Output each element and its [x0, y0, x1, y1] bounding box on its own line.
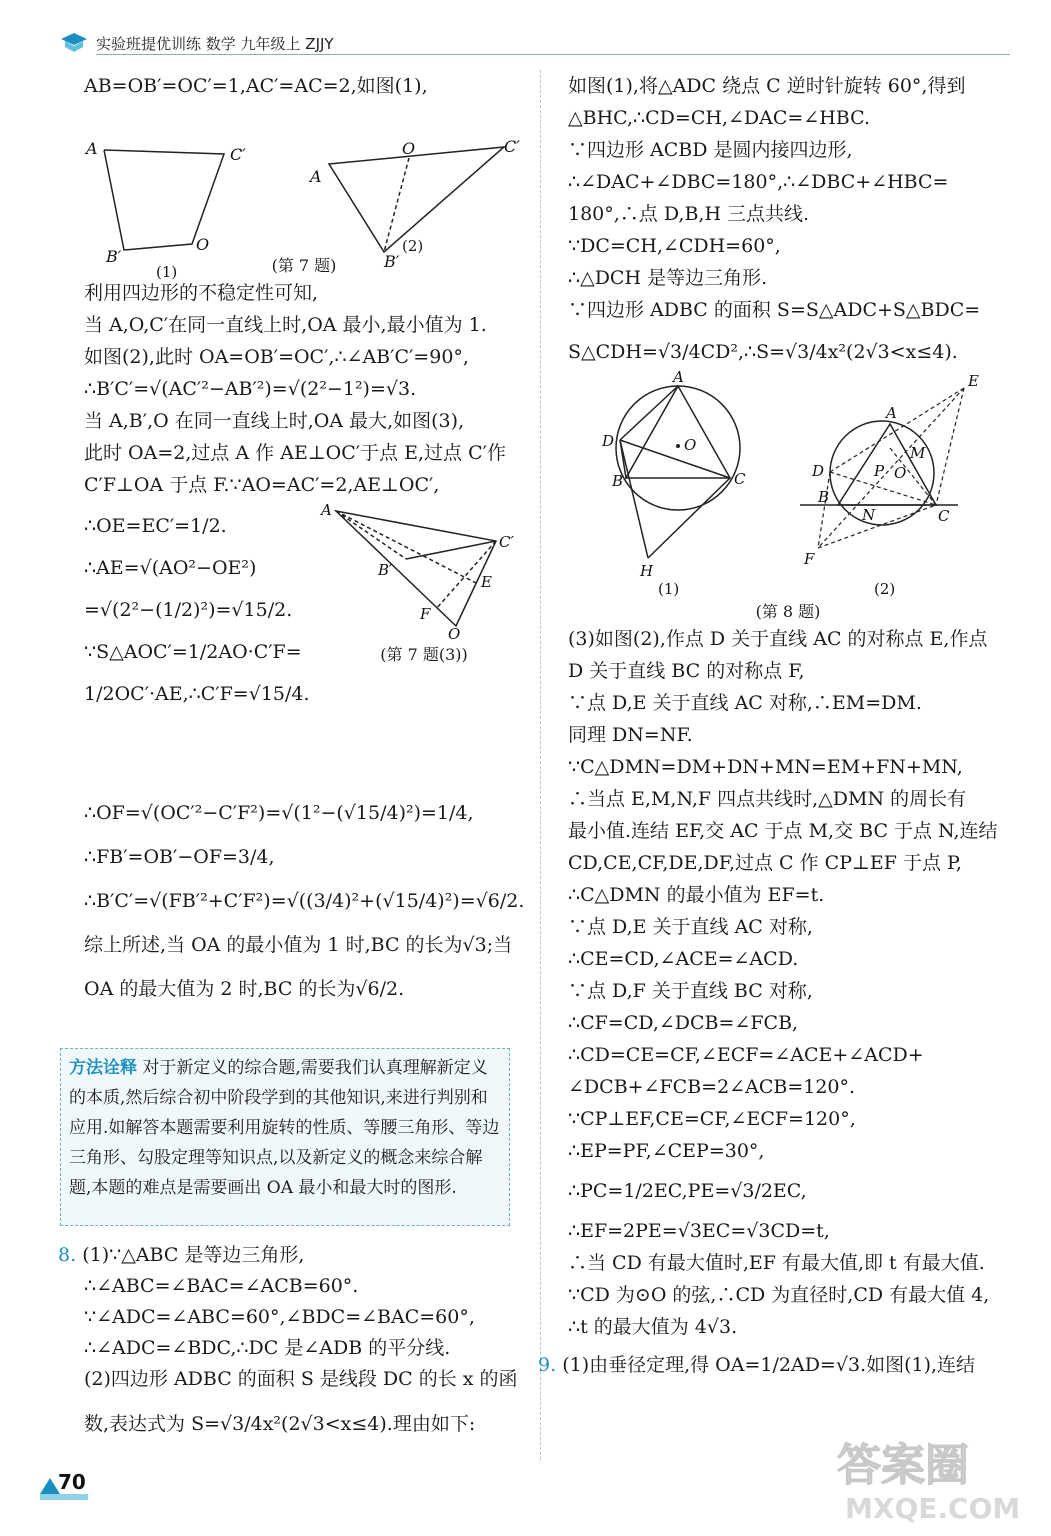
text-line: ∴AE=√(AO²−OE²): [84, 557, 257, 579]
text-line: ∵四边形 ADBC 的面积 S=S△ADC+S△BDC=: [568, 299, 981, 321]
text-line: 数,表达式为 S=√3/4x²(2√3<x≤4).理由如下:: [84, 1413, 476, 1435]
text-line: [58, 1240, 524, 1271]
text-line: △BHC,∴CD=CH,∠DAC=∠HBC.: [568, 107, 871, 129]
question-number: 8.: [58, 1244, 77, 1266]
label-F8: F: [804, 550, 815, 568]
label-B3: B′: [378, 561, 393, 579]
text-line: (2)四边形 ADBC 的面积 S 是线段 DC 的长 x 的函: [84, 1368, 518, 1390]
label-B2: B′: [384, 252, 400, 271]
label-C3: C′: [499, 533, 514, 551]
text-line: =√(2²−(1/2)²)=√15/2.: [84, 599, 293, 621]
text-line: ∴EF=2PE=√3EC=√3CD=t,: [568, 1220, 830, 1242]
text-line: ∵C△DMN=DM+DN+MN=EM+FN+MN,: [568, 756, 963, 778]
text-line: 此时 OA=2,过点 A 作 AE⊥OC′于点 E,过点 C′作: [84, 442, 506, 464]
label-E8: E: [968, 372, 979, 390]
text-line: ∴CF=CD,∠DCB=∠FCB,: [568, 1012, 799, 1034]
sub-caption-2: (2): [402, 237, 424, 255]
header-rule: [96, 54, 1010, 55]
text-line: 180°,∴点 D,B,H 三点共线.: [568, 203, 810, 225]
left-column: [84, 70, 524, 1011]
book-title: 实验班提优训练 数学 九年级上 ZJJY: [96, 35, 334, 53]
text-line: D 关于直线 BC 的对称点 F,: [568, 660, 805, 682]
label-A2: A: [310, 167, 322, 186]
method-tag: 方法诠释: [69, 1058, 137, 1078]
text-line: ∠DCB+∠FCB=2∠ACB=120°.: [568, 1076, 856, 1098]
text-line: ∴∠DAC+∠DBC=180°,∴∠DBC+∠HBC=: [568, 171, 949, 193]
label-C2: C′: [504, 137, 520, 156]
text-line: 如图(2),此时 OA=OB′=OC′,∴∠AB′C′=90°,: [84, 346, 469, 368]
text-line: ∴C△DMN 的最小值为 EF=t.: [568, 884, 825, 906]
question-8-left: [58, 1240, 524, 1440]
label-B8: B: [612, 472, 624, 490]
label-C: C′: [230, 145, 246, 164]
figure-8-diagram: [568, 368, 1008, 598]
column-divider: [540, 70, 541, 1460]
text-line: AB=OB′=OC′=1,AC′=AC=2,如图(1),: [84, 75, 428, 97]
text-line: 综上所述,当 OA 的最小值为 1 时,BC 的长为√3;当: [84, 934, 513, 956]
figure-7-3-caption: (第 7 题(3)): [380, 645, 468, 664]
sub-caption-8-1: (1): [658, 580, 680, 598]
text-line: OA 的最大值为 2 时,BC 的长为√6/2.: [84, 978, 405, 1000]
text-line: ∴OE=EC′=1/2.: [84, 515, 227, 537]
text-line: ∴B′C′=√(FB′²+C′F²)=√((3/4)²+(√15/4)²)=√6/2.: [84, 890, 525, 912]
label-N8: N: [862, 506, 876, 524]
label-O3: O: [448, 625, 461, 643]
label-P8: P: [874, 462, 885, 480]
label-A8b: A: [886, 404, 897, 422]
label-C8: C: [734, 470, 746, 488]
text-line: ∴OF=√(OC′²−C′F²)=√(1²−(√15/4)²)=1/4,: [84, 802, 474, 824]
page-header: [60, 30, 1010, 56]
arrow-up-icon: [40, 1478, 60, 1494]
text-line: ∴CE=CD,∠ACE=∠ACD.: [568, 948, 799, 970]
label-H8: H: [640, 562, 654, 580]
label-E3: E: [481, 573, 492, 591]
text-line: 当 A,O,C′在同一直线上时,OA 最小,最小值为 1.: [84, 314, 487, 336]
figure-7-3-diagram: [316, 501, 516, 641]
text-line: ∴当点 E,M,N,F 四点共线时,△DMN 的周长有: [568, 788, 967, 810]
text-line: ∵点 D,F 关于直线 BC 对称,: [568, 980, 813, 1002]
text-line: ∴当 CD 有最大值时,EF 有最大值,即 t 有最大值.: [568, 1252, 985, 1274]
label-A8: A: [673, 368, 684, 386]
watermark-text-2: MXQE.COM: [845, 1492, 1021, 1525]
text-line: ∴∠ABC=∠BAC=∠ACB=60°.: [84, 1275, 359, 1297]
text-line: 同理 DN=NF.: [568, 724, 693, 746]
method-text: 对于新定义的综合题,需要我们认真理解新定义的本质,然后综合初中阶段学到的其他知识,来进行判别和应用.如解答本题需要利用旋转的性质、等腰三角形、等边三角形、勾股定理等知识点,以及新定义的概念来综合解题,本题的难点是需要画出 OA 最小和最大时的图形.: [69, 1058, 500, 1198]
text-span: (1)∵△ABC 是等边三角形,: [82, 1244, 305, 1266]
text-line: 1/2OC′·AE,∴C′F=√15/4.: [84, 683, 310, 705]
text-line: ∴t 的最大值为 4√3.: [568, 1316, 738, 1338]
label-A: A: [86, 139, 98, 158]
page-number-bar: [40, 1494, 88, 1500]
text-line: ∴∠ADC=∠BDC,∴DC 是∠ADB 的平分线.: [84, 1337, 451, 1359]
text-line: ∴△DCH 是等边三角形.: [568, 267, 768, 289]
label-F3: F: [420, 605, 431, 623]
question-number: 9.: [538, 1354, 557, 1376]
label-M8: M: [910, 444, 926, 462]
label-D8: D: [602, 432, 615, 450]
text-line: ∵点 D,E 关于直线 AC 对称,: [568, 916, 813, 938]
label-D8b: D: [812, 462, 825, 480]
page-number: 70: [58, 1470, 86, 1494]
label-O8b: O: [894, 464, 907, 482]
text-line: (3)如图(2),作点 D 关于直线 AC 的对称点 E,作点: [568, 628, 988, 650]
text-line: ∴EP=PF,∠CEP=30°,: [568, 1140, 765, 1162]
text-line: ∴FB′=OB′−OF=3/4,: [84, 846, 275, 868]
watermark-logo: [831, 1430, 1031, 1526]
text-line: ∵CD 为⊙O 的弦,∴CD 为直径时,CD 有最大值 4,: [568, 1284, 990, 1306]
book-logo-icon: [60, 32, 88, 54]
figure-8: [568, 368, 1008, 623]
sub-caption-8-2: (2): [874, 580, 896, 598]
text-line: ∵S△AOC′=1/2AO·C′F=: [84, 641, 302, 663]
text-line: 最小值.连结 EF,交 AC 于点 M,交 BC 于点 N,连结: [568, 820, 998, 842]
label-B: B′: [106, 247, 122, 266]
figure-8-caption: (第 8 题): [755, 602, 821, 621]
sub-caption-1: (1): [156, 263, 178, 281]
watermark-text-1: 答案圈: [837, 1440, 969, 1491]
text-line: ∴PC=1/2EC,PE=√3/2EC,: [568, 1180, 807, 1202]
text-line: C′F⊥OA 于点 F.∵AO=AC′=2,AE⊥OC′,: [84, 474, 440, 496]
figure-7-caption: (第 7 题): [271, 256, 337, 275]
label-B8b: B: [818, 488, 830, 506]
text-line: ∵∠ADC=∠ABC=60°,∠BDC=∠BAC=60°,: [84, 1306, 475, 1328]
label-O2: O: [402, 139, 416, 158]
page-number-badge: [40, 1470, 92, 1502]
method-explanation-box: [60, 1048, 510, 1226]
label-C8b: C: [938, 507, 950, 525]
right-column: [538, 70, 1008, 1381]
text-line: ∵DC=CH,∠CDH=60°,: [568, 235, 781, 257]
text-line: 利用四边形的不稳定性可知,: [84, 282, 319, 304]
text-line: ∴CD=CE=CF,∠ECF=∠ACE+∠ACD+: [568, 1044, 924, 1066]
label-O8: O: [684, 436, 697, 454]
text-line: S△CDH=√3/4CD²,∴S=√3/4x²(2√3<x≤4).: [568, 341, 958, 363]
text-line: 当 A,B′,O 在同一直线上时,OA 最大,如图(3),: [84, 410, 465, 432]
text-line: [538, 1349, 1008, 1381]
text-line: ∵点 D,E 关于直线 AC 对称,∴EM=DM.: [568, 692, 922, 714]
text-line: ∴B′C′=√(AC′²−AB′²)=√(2²−1²)=√3.: [84, 378, 417, 400]
label-A3: A: [321, 501, 332, 519]
text-line: ∵CP⊥EF,CE=CF,∠ECF=120°,: [568, 1108, 856, 1130]
text-line: ∵四边形 ACBD 是圆内接四边形,: [568, 139, 853, 161]
figure-7-1-2: [84, 102, 524, 281]
label-O: O: [196, 235, 210, 254]
text-line: CD,CE,CF,DE,DF,过点 C 作 CP⊥EF 于点 P,: [568, 852, 962, 874]
text-span: (1)由垂径定理,得 OA=1/2AD=√3.如图(1),连结: [562, 1354, 976, 1376]
text-line: 如图(1),将△ADC 绕点 C 逆时针旋转 60°,得到: [568, 75, 966, 97]
derivation-with-figure: [84, 501, 524, 791]
center-dot: [676, 444, 680, 448]
